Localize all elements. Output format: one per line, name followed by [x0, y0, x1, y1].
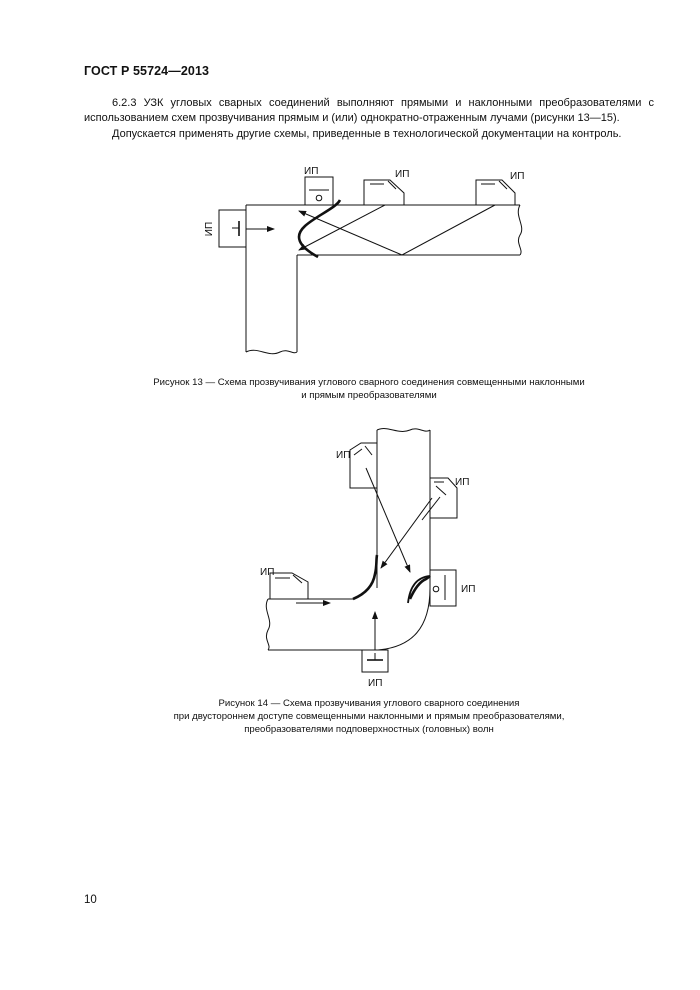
fig14-top-angle-probe-crystal — [354, 449, 362, 455]
figure-14-caption-line-3: преобразователями подповерхностных (головных) волн — [244, 724, 494, 735]
fig13-weld-arc — [299, 200, 340, 257]
fig14-horizontal-break-line — [266, 599, 269, 650]
fig14-vertical-break-line — [377, 429, 430, 432]
paragraph-allowance: Допускается применять другие схемы, приведенные в технологической документации на контроль. — [112, 128, 622, 140]
fig13-left-probe-label: ИП — [204, 221, 215, 237]
fig14-right-angle-probe-body — [430, 478, 457, 518]
fig14-left-angle-probe-body — [270, 573, 308, 599]
fig13-vertical-break-line — [246, 350, 297, 353]
fig14-weld-inner — [353, 555, 377, 599]
fig13-beam-reflected-1 — [402, 205, 495, 255]
fig13-angle-probe-2-crystal-diag — [499, 181, 507, 189]
fig14-top-angle-probe-crystal-2 — [365, 446, 372, 455]
figure-14-caption-line-1: Рисунок 14 — Схема прозвучивания углового сварного соединения — [218, 698, 520, 709]
figure-13-caption — [84, 376, 654, 402]
fig14-beam-right-probe-1 — [381, 498, 432, 568]
figure-13-caption-line-1: Рисунок 13 — Схема прозвучивания углового сварного соединения совмещенными наклонными — [153, 377, 585, 388]
fig14-outer-corner — [378, 588, 430, 650]
fig14-beam-top-probe — [366, 468, 410, 572]
figure-13-caption-line-2: и прямым преобразователями — [301, 390, 437, 401]
fig13-top-probe-label: ИП — [304, 166, 319, 177]
fig14-side-probe-label: ИП — [461, 584, 476, 595]
fig13-angle-probe-2-label: ИП — [510, 171, 525, 182]
fig13-beam-direct — [299, 205, 385, 250]
fig14-side-probe-circle — [433, 586, 439, 592]
fig13-horizontal-break-line — [518, 205, 521, 255]
fig13-beam-reflected-2 — [299, 211, 402, 255]
document-header: ГОСТ Р 55724—2013 — [84, 64, 210, 78]
paragraph-6-2-3: 6.2.3 УЗК угловых сварных соединений выполняют прямыми и наклонными преобразователями с использованием схем прозвучивания прямым и (или) однократно-отраженным лучами (рисунки 13—15). — [84, 97, 654, 124]
fig14-top-angle-probe-body — [350, 443, 377, 488]
figure-14-caption — [84, 697, 654, 736]
figure-14-caption-line-2: при двустороннем доступе совмещенными наклонными и прямым преобразователями, — [173, 711, 565, 722]
fig14-bottom-probe-label: ИП — [368, 678, 383, 689]
fig13-angle-probe-1-label: ИП — [395, 169, 410, 180]
fig13-top-probe-circle — [316, 195, 322, 201]
page-number: 10 — [84, 894, 97, 906]
fig14-top-probe-label: ИП — [336, 450, 351, 461]
figure-14 — [266, 429, 457, 672]
fig14-right-probe-label: ИП — [455, 477, 470, 488]
fig14-left-probe-label: ИП — [260, 567, 275, 578]
fig14-right-angle-probe-crystal — [436, 486, 446, 495]
figure-13 — [219, 177, 522, 354]
